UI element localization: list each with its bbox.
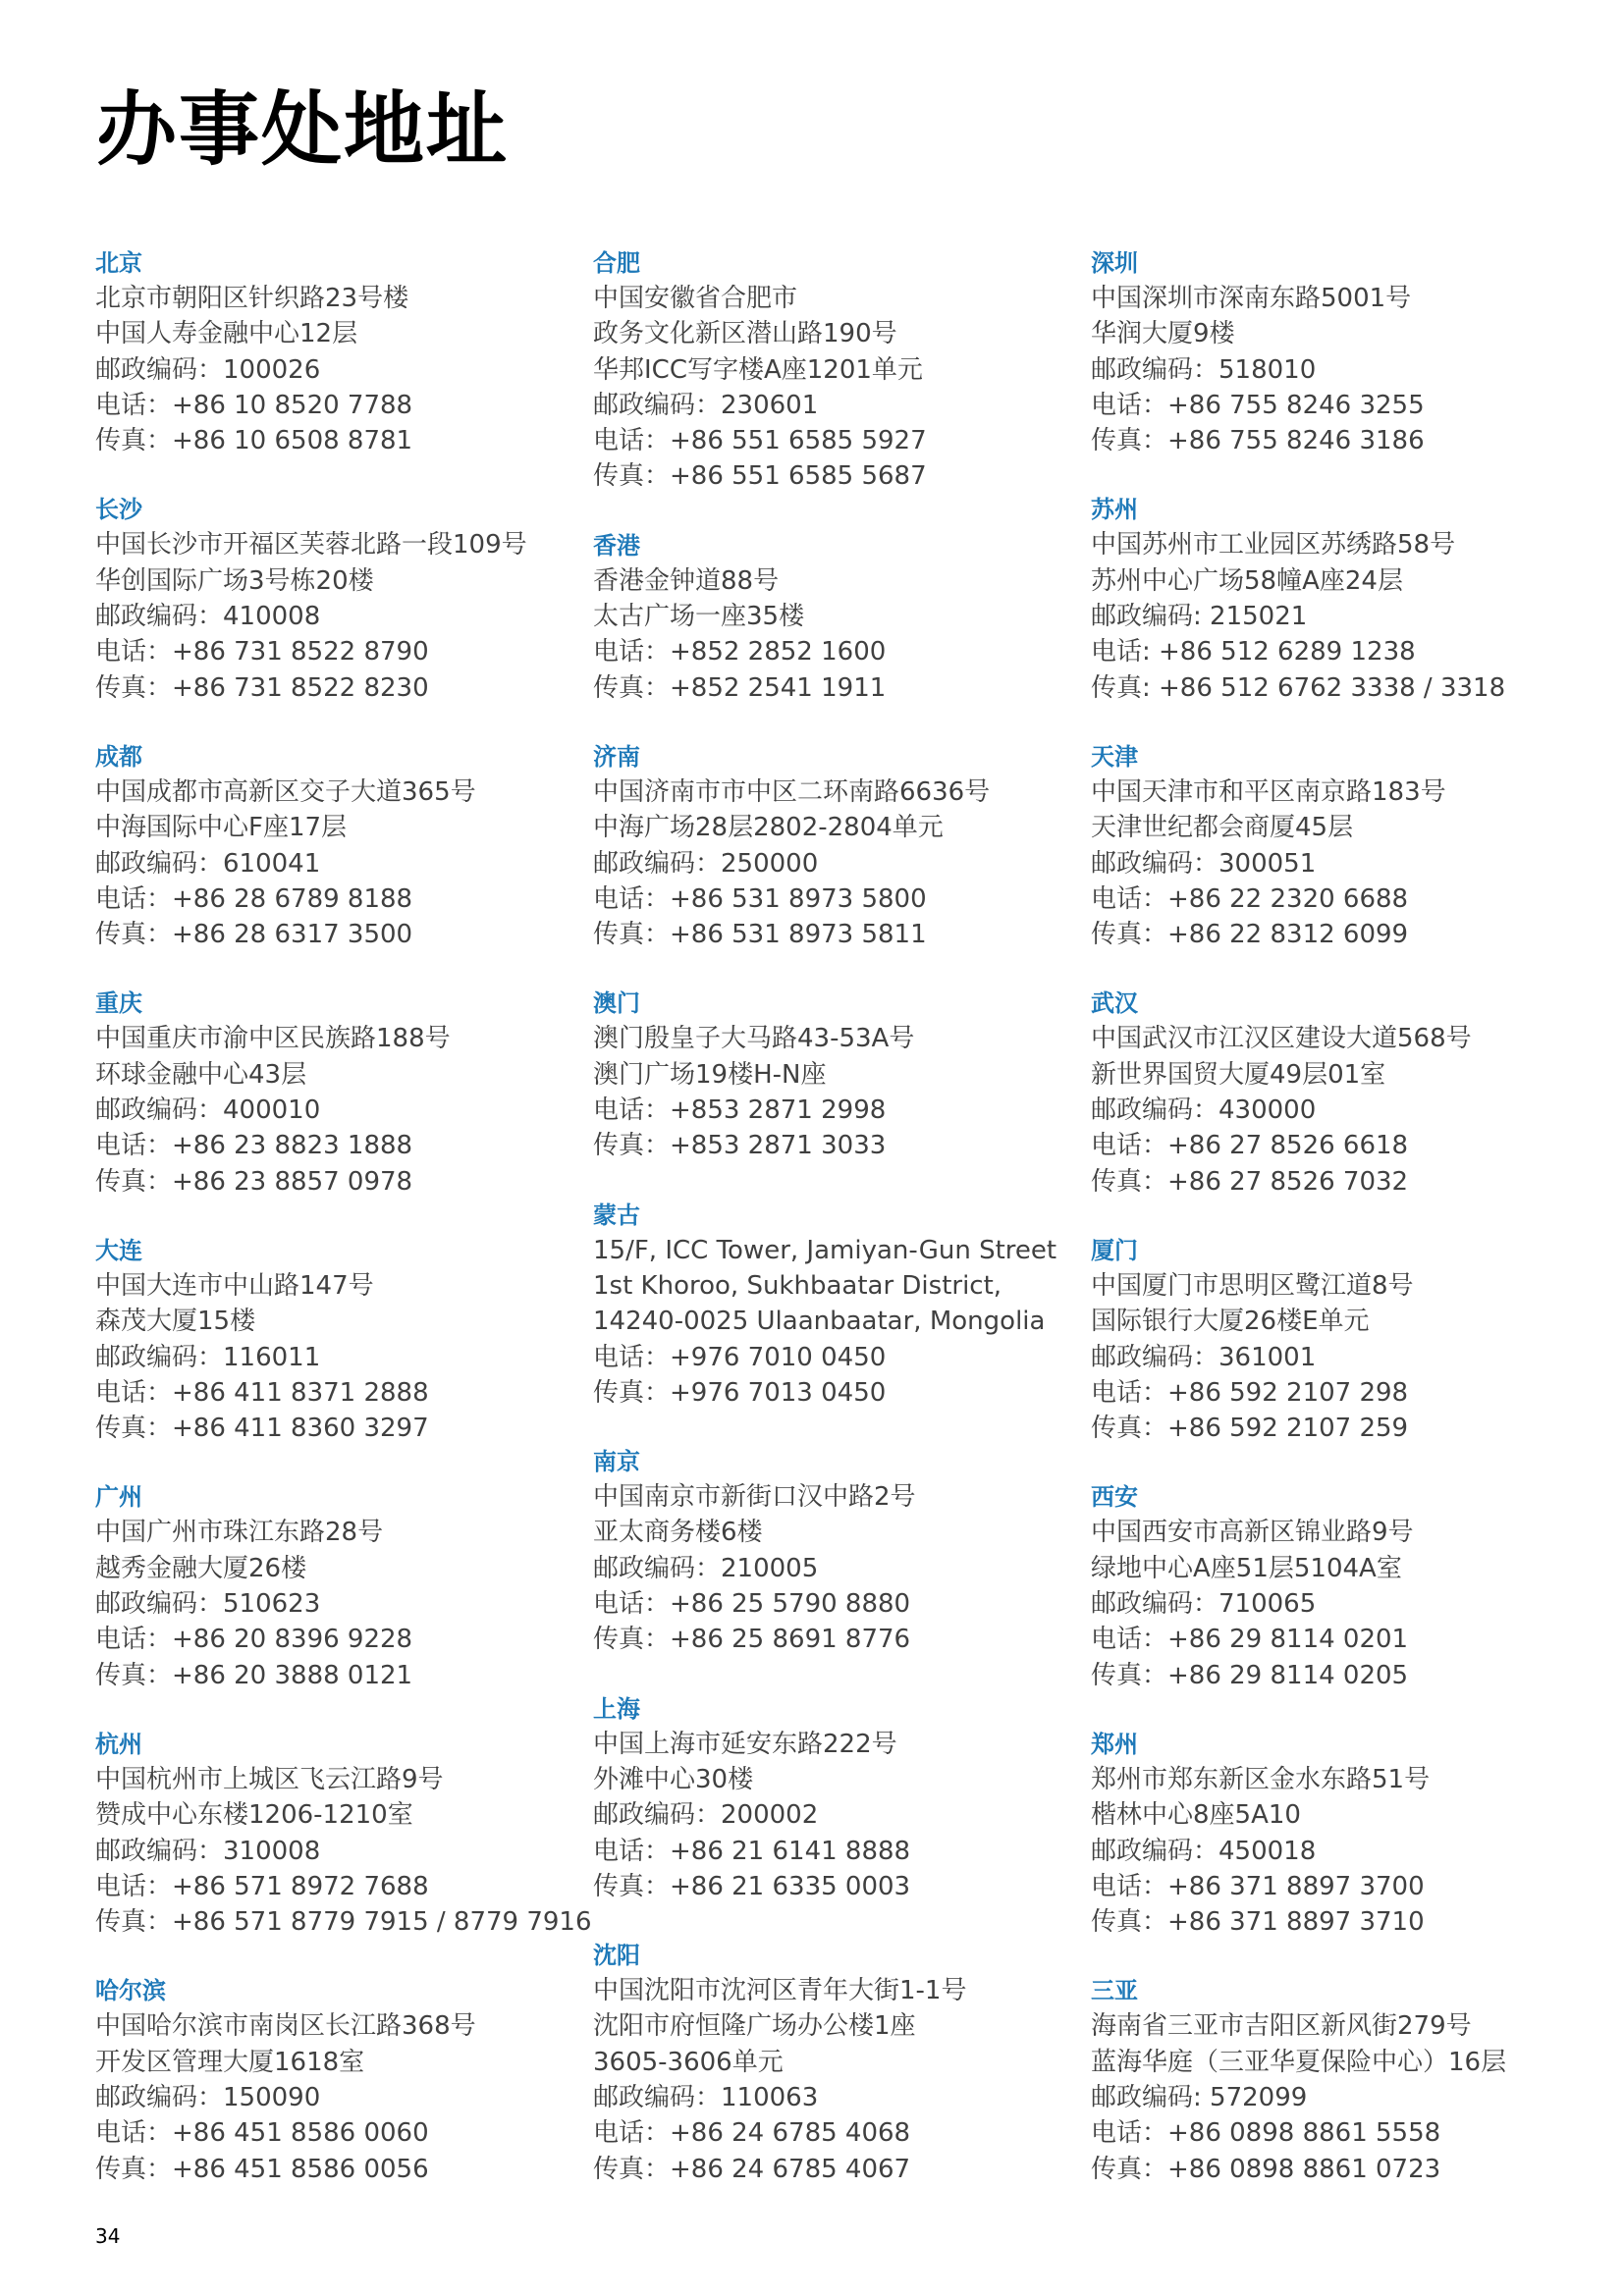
office-city-name: 成都 [95,742,142,771]
office-address-line: 邮政编码：110063 [593,2082,819,2112]
office-address-line: 电话：+86 29 8114 0201 [1091,1625,1409,1655]
office-address-line: 电话：+86 22 2320 6688 [1091,883,1409,914]
office-block [1091,245,1552,458]
office-address-line: 中国成都市高新区交子大道365号 [95,776,476,807]
office-address-line: 电话：+86 371 8897 3700 [1091,1871,1425,1901]
office-city-name: 长沙 [95,496,142,524]
office-address-line: 电话：+86 0898 8861 5558 [1091,2118,1441,2149]
office-address-line: 邮政编码：610041 [95,848,321,879]
office-city-name: 济南 [593,742,640,771]
office-city-name: 深圳 [1091,249,1138,277]
office-address-line: 传真：+86 451 8586 0056 [95,2154,429,2184]
office-block [1091,739,1552,952]
office-address-line: 中国深圳市深南东路5001号 [1091,284,1412,313]
office-block [95,245,557,458]
office-address-line: 中国沈阳市沈河区青年大街1-1号 [593,1976,967,2006]
office-address-line: 传真：+86 28 6317 3500 [95,920,413,950]
office-block [593,1444,1055,1657]
office-city-name: 三亚 [1091,1977,1138,2005]
office-block [593,245,1055,495]
office-address-line: 邮政编码：210005 [593,1553,819,1583]
office-address-line: 电话：+86 28 6789 8188 [95,883,413,914]
office-address-line: 中国大连市中山路147号 [95,1270,374,1301]
office-address-line: 电话: +86 512 6289 1238 [1091,637,1416,667]
office-address-line: 森茂大厦15楼 [95,1307,256,1337]
office-address-line: 传真：+86 10 6508 8781 [95,426,413,456]
office-address-line: 传真：+86 551 6585 5687 [593,461,927,492]
office-address-line: 华创国际广场3号栋20楼 [95,565,374,596]
office-address-line: 邮政编码：230601 [593,390,819,420]
office-address-line: 传真：+976 7013 0450 [593,1377,887,1408]
office-address-line: 1st Khoroo, Sukhbaatar District, [593,1270,1002,1301]
office-city-name: 大连 [95,1236,142,1264]
office-address-line: 传真：+86 0898 8861 0723 [1091,2154,1441,2184]
office-address-line: 中海国际中心F座17层 [95,813,348,843]
office-address-line: 邮政编码：300051 [1091,848,1317,879]
office-address-line: 电话：+86 21 6141 8888 [593,1836,911,1866]
office-address-line: 传真：+86 371 8897 3710 [1091,1907,1425,1938]
office-city-name: 广州 [95,1483,142,1512]
office-city-name: 香港 [593,531,640,560]
office-city-name: 澳门 [593,989,640,1018]
office-address-line: 传真：+86 27 8526 7032 [1091,1166,1409,1197]
office-address-line: 郑州市郑东新区金水东路51号 [1091,1764,1431,1794]
office-city-name: 苏州 [1091,496,1138,524]
office-address-line: 天津世纪都会商厦45层 [1091,813,1354,843]
office-address-line: 中国天津市和平区南京路183号 [1091,776,1446,807]
office-address-line: 邮政编码：710065 [1091,1589,1317,1620]
office-city-name: 北京 [95,249,142,277]
office-address-line: 电话：+86 451 8586 0060 [95,2118,429,2149]
office-city-name: 哈尔滨 [95,1977,166,2005]
office-address-line: 华润大厦9楼 [1091,319,1235,349]
office-address-line: 电话：+86 592 2107 298 [1091,1377,1409,1408]
office-city-name: 重庆 [95,989,142,1018]
office-address-line: 电话：+86 755 8246 3255 [1091,390,1425,420]
office-address-line: 3605-3606单元 [593,2047,784,2077]
office-address-line: 传真：+86 571 8779 7915 / 8779 7916 [95,1907,592,1938]
office-address-line: 邮政编码：100026 [95,354,321,385]
office-address-line: 电话：+852 2852 1600 [593,637,887,667]
office-address-line: 传真：+852 2541 1911 [593,672,887,703]
office-address-line: 邮政编码：250000 [593,848,819,879]
office-address-line: 中国苏州市工业园区苏绣路58号 [1091,530,1456,561]
office-address-line: 电话：+86 731 8522 8790 [95,637,429,667]
office-block [1091,492,1552,705]
office-address-line: 电话：+86 25 5790 8880 [593,1589,911,1620]
office-address-line: 海南省三亚市吉阳区新风街279号 [1091,2011,1472,2042]
office-address-line: 电话：+86 24 6785 4068 [593,2118,911,2149]
office-block [593,1691,1055,1904]
office-address-line: 中海广场28层2802-2804单元 [593,813,944,843]
office-address-line: 传真：+86 23 8857 0978 [95,1166,413,1197]
office-address-line: 传真：+86 592 2107 259 [1091,1414,1409,1444]
office-address-line: 中国西安市高新区锦业路9号 [1091,1518,1414,1548]
office-address-line: 邮政编码：430000 [1091,1095,1317,1126]
office-city-name: 郑州 [1091,1730,1138,1758]
office-block [95,1973,557,2186]
office-city-name: 上海 [593,1694,640,1723]
office-address-line: 华邦ICC写字楼A座1201单元 [593,354,923,385]
office-address-line: 邮政编码：400010 [95,1095,321,1126]
office-address-line: 中国南京市新街口汉中路2号 [593,1482,916,1513]
office-city-name: 沈阳 [593,1942,640,1970]
office-block [593,1938,1055,2187]
office-address-line: 香港金钟道88号 [593,565,780,596]
office-block [593,986,1055,1163]
office-city-name: 合肥 [593,249,640,277]
office-address-line: 中国上海市延安东路222号 [593,1729,897,1759]
office-address-line: 邮政编码：200002 [593,1800,819,1831]
office-address-line: 中国广州市珠江东路28号 [95,1518,384,1548]
office-address-line: 中国安徽省合肥市 [593,284,798,313]
office-address-line: 中国武汉市江汉区建设大道568号 [1091,1024,1472,1054]
office-address-line: 邮政编码: 572099 [1091,2082,1308,2112]
office-address-line: 中国人寿金融中心12层 [95,319,358,349]
office-address-line: 政务文化新区潜山路190号 [593,319,897,349]
office-address-line: 电话：+86 551 6585 5927 [593,426,927,456]
address-column-right [1091,245,1552,2220]
office-city-name: 南京 [593,1448,640,1476]
office-address-line: 电话：+86 571 8972 7688 [95,1871,429,1901]
office-address-line: 14240-0025 Ulaanbaatar, Mongolia [593,1307,1046,1337]
office-block [1091,1973,1552,2186]
office-address-line: 电话：+86 23 8823 1888 [95,1131,413,1161]
office-address-line: 越秀金融大厦26楼 [95,1553,307,1583]
office-address-line: 传真：+86 531 8973 5811 [593,920,927,950]
office-address-line: 传真：+86 22 8312 6099 [1091,920,1409,950]
office-block [95,739,557,952]
office-address-line: 传真：+86 21 6335 0003 [593,1871,911,1901]
office-address-line: 邮政编码：510623 [95,1589,321,1620]
office-address-line: 15/F, ICC Tower, Jamiyan-Gun Street [593,1235,1057,1265]
office-address-line: 电话：+853 2871 2998 [593,1095,887,1126]
office-address-line: 邮政编码：150090 [95,2082,321,2112]
office-block [1091,1727,1552,1940]
office-address-line: 传真: +86 512 6762 3338 / 3318 [1091,672,1506,703]
page-title: 办事处地址 [96,83,510,177]
office-address-line: 国际银行大厦26楼E单元 [1091,1307,1370,1337]
office-address-line: 传真：+86 731 8522 8230 [95,672,429,703]
office-address-line: 电话：+976 7010 0450 [593,1342,887,1372]
office-city-name: 杭州 [95,1730,142,1758]
office-block [1091,986,1552,1199]
office-address-line: 太古广场一座35楼 [593,602,805,632]
office-address-line: 传真：+86 29 8114 0205 [1091,1660,1409,1690]
office-address-line: 传真：+86 24 6785 4067 [593,2154,911,2184]
office-address-line: 环球金融中心43层 [95,1059,307,1090]
office-address-line: 蓝海华庭（三亚华夏保险中心）16层 [1091,2047,1507,2077]
office-address-line: 中国杭州市上城区飞云江路9号 [95,1764,444,1794]
office-address-line: 传真：+86 411 8360 3297 [95,1414,429,1444]
office-address-line: 电话：+86 20 8396 9228 [95,1625,413,1655]
office-block [593,739,1055,952]
office-address-line: 苏州中心广场58幢A座24层 [1091,565,1403,596]
office-address-line: 传真：+86 755 8246 3186 [1091,426,1425,456]
office-address-line: 邮政编码：518010 [1091,354,1317,385]
office-address-line: 电话：+86 531 8973 5800 [593,883,927,914]
office-city-name: 蒙古 [593,1201,640,1229]
office-address-line: 邮政编码：410008 [95,602,321,632]
office-address-line: 电话：+86 411 8371 2888 [95,1377,429,1408]
office-address-line: 邮政编码: 215021 [1091,602,1308,632]
office-address-line: 传真：+853 2871 3033 [593,1131,887,1161]
office-address-line: 绿地中心A座51层5104A室 [1091,1553,1402,1583]
office-block [95,986,557,1199]
office-address-line: 中国厦门市思明区鹭江道8号 [1091,1270,1414,1301]
office-block [593,528,1055,706]
office-address-line: 澳门广场19楼H-N座 [593,1059,827,1090]
office-block [95,492,557,705]
office-address-line: 澳门殷皇子大马路43-53A号 [593,1024,915,1054]
office-address-line: 电话：+86 27 8526 6618 [1091,1131,1409,1161]
office-address-line: 中国哈尔滨市南岗区长江路368号 [95,2011,476,2042]
office-address-line: 中国重庆市渝中区民族路188号 [95,1024,451,1054]
office-address-line: 邮政编码：310008 [95,1836,321,1866]
office-address-line: 北京市朝阳区针织路23号楼 [95,284,409,313]
office-address-line: 邮政编码：361001 [1091,1342,1317,1372]
office-address-line: 邮政编码：116011 [95,1342,321,1372]
office-address-line: 中国长沙市开福区芙蓉北路一段109号 [95,530,527,561]
office-address-line: 楷林中心8座5A10 [1091,1800,1301,1831]
office-address-line: 邮政编码：450018 [1091,1836,1317,1866]
office-address-line: 赞成中心东楼1206-1210室 [95,1800,413,1831]
office-city-name: 天津 [1091,742,1138,771]
office-block [95,1233,557,1446]
office-address-line: 新世界国贸大厦49层01室 [1091,1059,1386,1090]
office-city-name: 西安 [1091,1483,1138,1512]
office-block [95,1479,557,1692]
office-block [95,1727,592,1940]
office-address-line: 传真：+86 20 3888 0121 [95,1660,413,1690]
office-block [1091,1479,1552,1692]
address-column-left [95,245,592,2220]
office-address-line: 开发区管理大厦1618室 [95,2047,365,2077]
office-address-line: 电话：+86 10 8520 7788 [95,390,413,420]
office-address-line: 沈阳市府恒隆广场办公楼1座 [593,2011,916,2042]
office-address-line: 亚太商务楼6楼 [593,1518,763,1548]
office-address-line: 中国济南市市中区二环南路6636号 [593,776,991,807]
office-block [1091,1233,1552,1446]
office-city-name: 武汉 [1091,989,1138,1018]
office-city-name: 厦门 [1091,1236,1138,1264]
address-column-middle [593,245,1055,2220]
office-address-line: 外滩中心30楼 [593,1764,754,1794]
office-address-line: 传真：+86 25 8691 8776 [593,1625,911,1655]
page-number: 34 [95,2224,121,2248]
office-block [593,1198,1055,1411]
